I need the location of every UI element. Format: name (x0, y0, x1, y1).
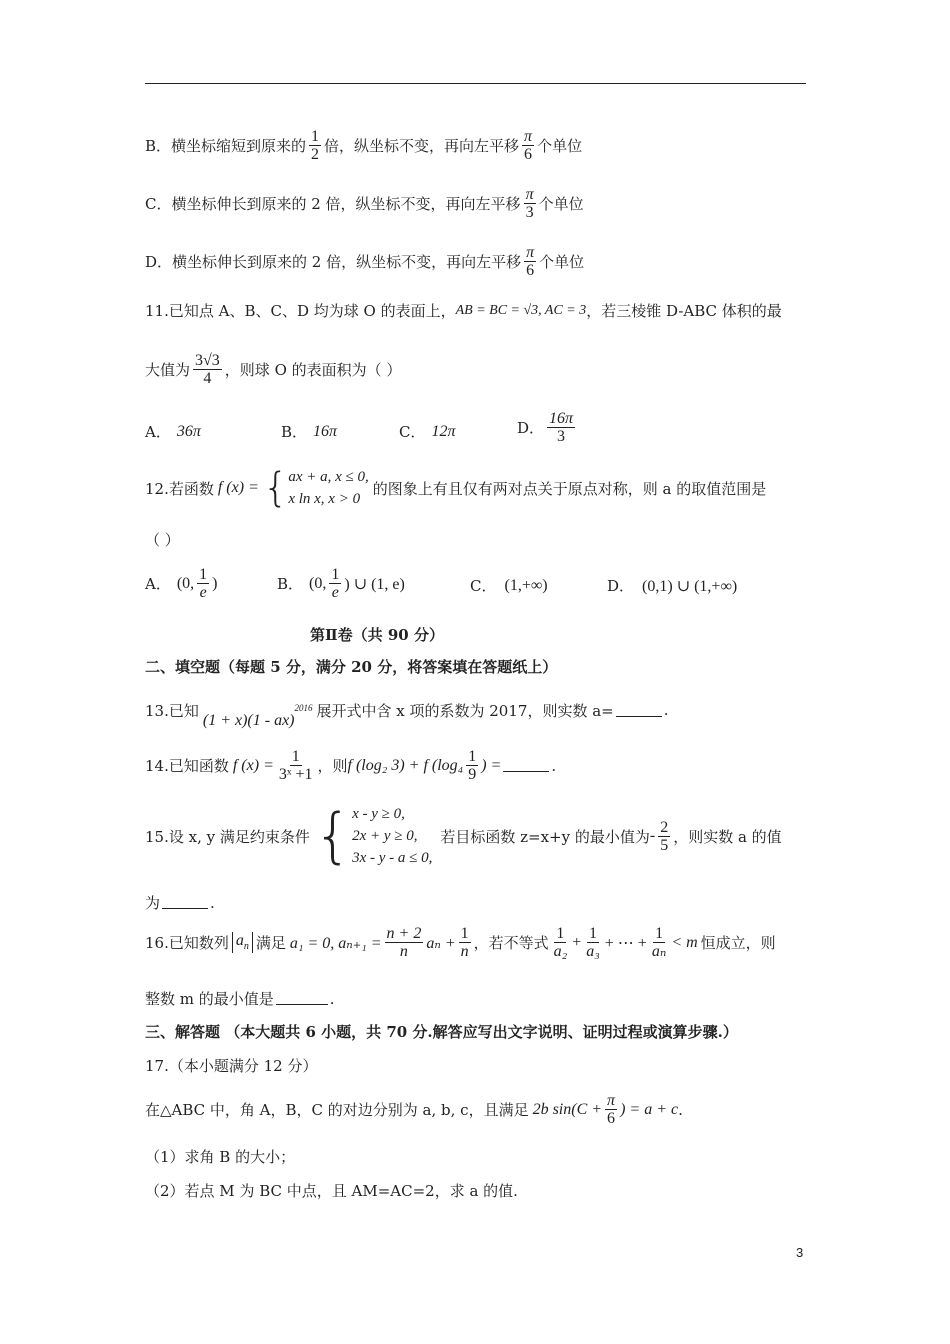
option-text: 倍，纵坐标不变，再向左平移 (324, 137, 520, 155)
option-text: D．横坐标伸长到原来的 2 倍，纵坐标不变，再向左平移 (145, 253, 522, 271)
heading-text: 第Ⅱ卷（共 90 分） (310, 626, 444, 644)
question-text: 在△ABC 中，角 A，B，C 的对边分别为 a, b, c，且满足 (145, 1101, 529, 1119)
part2-title (310, 624, 444, 645)
numerator: 1 (331, 566, 340, 583)
numerator: 1 (589, 925, 597, 942)
numerator: 1 (468, 748, 477, 765)
function-label: f (x) = (217, 479, 259, 496)
math-expression: ) = a + c (620, 1100, 679, 1118)
answer-paren: （ ） (145, 531, 180, 549)
denominator: 4 (203, 370, 212, 387)
answer-blank (276, 992, 328, 1005)
option-label: C． (399, 423, 426, 441)
answer-blank (616, 704, 662, 717)
denominator: 6 (607, 1110, 616, 1127)
denominator: 6 (526, 262, 535, 279)
option-text: 个单位 (537, 137, 583, 155)
math-expression: f (log₂ 3) + f (log₄ (347, 756, 464, 774)
question-text: 展开式中含 x 项的系数为 2017，则实数 a= (316, 701, 614, 720)
brace-glyph: { (313, 801, 353, 871)
numerator: 1 (460, 925, 469, 942)
denominator: aₙ (651, 943, 667, 960)
piecewise-brace (263, 466, 369, 510)
question-text: ，则实数 a 的值 (673, 827, 782, 846)
minus-sign: - (649, 827, 656, 844)
fraction (385, 925, 424, 960)
question-text: 为 (145, 894, 161, 912)
numerator: π (607, 1092, 616, 1109)
numerator: 1 (311, 128, 320, 145)
denominator: 5 (660, 836, 669, 854)
option-label: A． (145, 423, 171, 441)
denominator: 3 (525, 204, 534, 221)
q12-option-b (277, 566, 405, 601)
q12-paren (145, 529, 180, 550)
denominator: a₂ (553, 943, 568, 960)
q10-option-c (145, 186, 584, 221)
denominator: 9 (468, 766, 477, 783)
question-text: 恒成立，则 (700, 934, 776, 952)
sequence-letter: a (235, 932, 244, 950)
question-text: ，则 (317, 757, 348, 775)
numerator: 3√3 (195, 352, 220, 369)
question-text: 13.已知 (145, 701, 199, 720)
question-text: 17.（本小题满分 12 分） (145, 1057, 318, 1075)
option-value: 36π (176, 422, 201, 440)
brace-glyph: { (262, 465, 289, 511)
question-text: 15.设 x, y 满足约束条件 (145, 827, 310, 846)
function-label: f (x) = (232, 756, 274, 774)
fraction (329, 566, 341, 601)
q11-option-d (517, 410, 578, 445)
q15-line2 (145, 892, 215, 913)
ellipsis: + ⋯ + (604, 934, 647, 952)
option-label: D． (517, 419, 545, 437)
exponent: 2016 (294, 703, 313, 713)
case-line: x ln x, x > 0 (288, 491, 361, 507)
option-text: B．横坐标缩短到原来的 (145, 137, 307, 155)
question-text: 若目标函数 z=x+y 的最小值为 (440, 827, 650, 846)
numerator: 16π (549, 410, 574, 427)
q11-line2 (145, 352, 401, 387)
math-expression: aₙ + (426, 934, 456, 952)
option-value: (0,1) ∪ (1,+∞) (642, 577, 738, 595)
constraint-line: 3x - y - a ≤ 0, (352, 850, 433, 866)
q12-line1 (145, 466, 766, 510)
q12-option-d (607, 575, 737, 596)
fraction (466, 748, 478, 783)
fraction (522, 128, 534, 163)
fraction (658, 819, 670, 854)
denominator: e (199, 584, 207, 601)
numerator: π (524, 128, 533, 145)
fraction (552, 925, 570, 960)
question-text: 的图象上有且仅有两对点关于原点对称，则 a 的取值范围是 (372, 479, 767, 498)
q16: 16.已知数列 $a_n$ 满足 a₁ = 0, aₙ₊₁ = $\frac{n + 2}{n}$ aₙ + $\frac{1}{n}$ ，若不等式 $\frac{1}{\text{a₂}}$ + $\frac{1}{\text{a₃}}$ + ⋯ + $\frac{1}{\text{aₙ}}$ < m 恒成立，则 (145, 925, 776, 960)
fraction (650, 925, 668, 960)
numerator: 1 (199, 566, 208, 583)
question-text: 16.已知数列 (145, 934, 229, 952)
constraint-line: 2x + y ≥ 0, (352, 828, 418, 844)
question-text: ，若不等式 (473, 934, 549, 952)
denominator: 3ˣ +1 (278, 766, 313, 783)
constraint-lines (352, 803, 432, 869)
option-text: 个单位 (539, 253, 585, 271)
q13 (145, 690, 669, 730)
option-value: ) ∪ (1, e) (344, 575, 405, 593)
q16-line2 (145, 988, 335, 1009)
fraction (547, 410, 575, 445)
constraint-brace (314, 803, 432, 869)
piecewise-cases (288, 466, 368, 510)
question-text: 12.若函数 (145, 479, 214, 498)
denominator: n (460, 943, 469, 960)
question-text: 整数 m 的最小值是 (145, 990, 274, 1008)
question-text: . (329, 989, 335, 1008)
denominator: 6 (524, 146, 533, 163)
question-text: 满足 (255, 934, 286, 952)
section3-title (145, 1021, 738, 1042)
math-expression: 2b sin(C + (532, 1100, 603, 1118)
option-value: 12π (431, 422, 456, 440)
numerator: n + 2 (386, 925, 422, 942)
heading-text: 二、填空题（每题 5 分，满分 20 分，将答案填在答题纸上） (145, 658, 558, 676)
answer-blank (503, 759, 549, 772)
heading-text: 三、解答题 （本大题共 6 小题，共 70 分.解答应写出文字说明、证明过程或演算步骤.） (145, 1023, 738, 1041)
sequence-symbol: $a_n$ (232, 932, 253, 952)
q11-option-a (145, 421, 201, 442)
fraction (309, 128, 321, 163)
fraction (193, 352, 222, 387)
fraction (524, 244, 536, 279)
numerator: 1 (655, 925, 664, 942)
question-text: . (663, 701, 669, 719)
question-text: （2）若点 M 为 BC 中点，且 AM=AC=2，求 a 的值. (145, 1182, 518, 1200)
math-expression: ) = (481, 756, 502, 774)
option-value: (0, (309, 574, 327, 592)
option-text: 个单位 (538, 195, 584, 213)
option-value: (1,+∞) (504, 576, 548, 594)
q11-option-c (399, 421, 456, 442)
denominator: 3 (557, 428, 566, 445)
q10-option-b (145, 128, 582, 163)
option-label: A． (145, 575, 171, 593)
option-value: 16π (313, 422, 338, 440)
numerator: π (526, 244, 535, 261)
q11-option-b (281, 421, 337, 442)
fraction (459, 925, 471, 960)
option-label: B． (281, 423, 308, 441)
fraction (197, 566, 209, 601)
question-text: ，则球 O 的表面积为（ ） (224, 361, 402, 379)
question-text: . (210, 893, 215, 912)
option-value: ) (212, 574, 218, 592)
math-expression: AB = BC = √3, AC = 3 (455, 302, 587, 318)
option-label: B． (277, 575, 304, 593)
question-text: 11.已知点 A、B、C、D 均为球 O 的表面上， (145, 302, 456, 320)
denominator: 2 (311, 146, 320, 163)
denominator: n (399, 943, 408, 960)
page-number: 3 (796, 1245, 804, 1260)
numerator: 2 (660, 818, 669, 836)
fraction (584, 925, 602, 960)
q12-option-c (470, 575, 548, 596)
fraction (605, 1092, 617, 1127)
header-rule (145, 83, 806, 84)
q15 (145, 803, 782, 869)
math-expression: a₁ = 0, aₙ₊₁ = (289, 934, 382, 952)
q11-line1 (145, 300, 782, 321)
numerator: 1 (556, 925, 565, 942)
option-label: C． (470, 577, 497, 595)
case-line: ax + a, x ≤ 0, (288, 469, 369, 485)
question-text: 大值为 (145, 361, 191, 379)
denominator: a₃ (586, 943, 600, 960)
q17-part2 (145, 1180, 518, 1201)
q10-option-d (145, 244, 584, 279)
option-label: D． (607, 577, 635, 595)
numerator: π (525, 186, 534, 203)
denominator: e (331, 584, 339, 601)
fraction (277, 748, 315, 783)
option-value: (0, (176, 574, 195, 592)
math-expression: (1 + x)(1 - ax) (202, 712, 295, 729)
q17-statement (145, 1092, 683, 1127)
fraction (524, 186, 536, 221)
constraint-line: x - y ≥ 0, (352, 806, 405, 822)
q17-title (145, 1055, 317, 1076)
question-text: 14.已知函数 (145, 757, 229, 775)
question-text: . (551, 756, 557, 775)
section2-title (145, 656, 557, 677)
question-text: （1）求角 B 的大小； (145, 1148, 296, 1166)
answer-blank (162, 896, 208, 909)
question-text: . (678, 1100, 683, 1119)
q17-part1 (145, 1146, 295, 1167)
math-expression: < m (671, 933, 698, 951)
option-text: C．横坐标伸长到原来的 2 倍，纵坐标不变，再向左平移 (145, 195, 521, 213)
question-text: ，若三棱锥 D-ABC 体积的最 (586, 302, 782, 320)
numerator: 1 (291, 748, 300, 765)
q14 (145, 748, 556, 783)
q12-option-a (145, 566, 218, 601)
